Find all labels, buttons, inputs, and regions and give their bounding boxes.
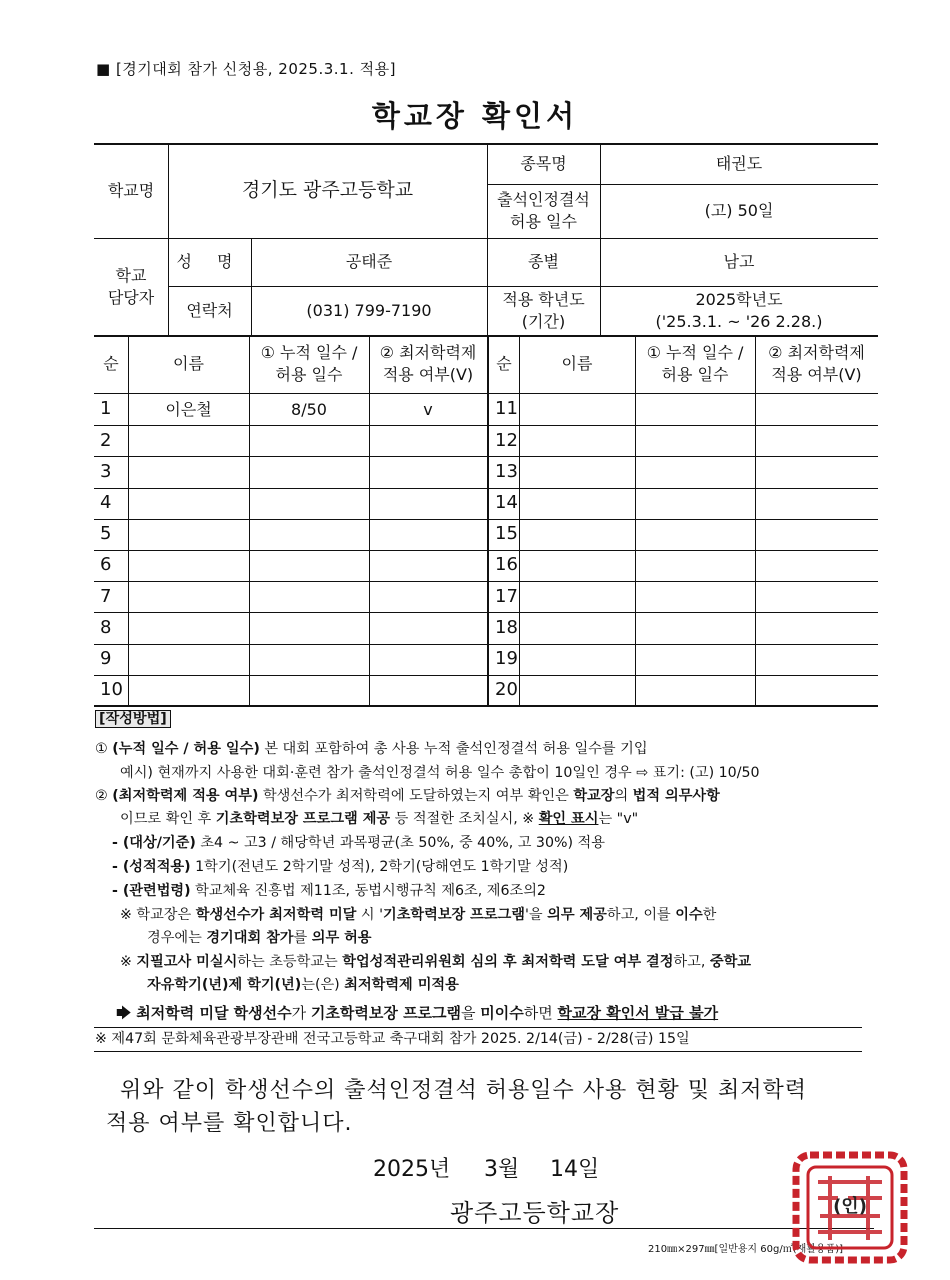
note-2b-text-3: 는 "v" [598, 811, 639, 827]
row-number-right: 20 [495, 679, 518, 701]
cumulative-days-left [249, 581, 369, 612]
allow-days-label-line1: 출석인정결석 [497, 190, 590, 210]
cumulative-days-right [635, 456, 755, 487]
school-year-value [600, 286, 878, 335]
student-name-left [128, 644, 249, 675]
manager-label [94, 238, 168, 335]
col-min-left-line1: ② 최저학력제 [379, 343, 477, 363]
row-number-right: 17 [495, 585, 518, 607]
col-no-right: 순 [496, 354, 512, 374]
paper-spec: 210㎜×297㎜[일반용지 60g/㎡(재활용품)] [648, 1244, 844, 1255]
min-academic-check-right [755, 550, 878, 581]
note-2b-bold-1: 기초학력보장 프로그램 제공 [215, 811, 391, 827]
student-name-right [519, 581, 635, 612]
manager-label-line2: 담당자 [107, 287, 155, 307]
contact-value: (031) 799-7190 [306, 300, 432, 320]
note-8 [116, 1006, 718, 1021]
note-6-line2 [147, 931, 372, 945]
min-academic-check-left [369, 488, 487, 519]
note-6b-text-1: 경우에는 [147, 930, 207, 946]
cumulative-days-right [635, 519, 755, 550]
col-min-right-line1: ② 최저학력제 [768, 343, 865, 363]
cumulative-days-right [635, 394, 755, 425]
page-title: 학교장 확인서 [371, 99, 579, 133]
note-7-bold-1: 지필고사 미실시 [136, 954, 238, 970]
seal-mark: (인) [833, 1196, 867, 1217]
note-2-num: ② [95, 788, 108, 804]
student-name-right [519, 644, 635, 675]
allow-days-label-line2: 허용 일수 [510, 212, 577, 231]
min-academic-check-right [755, 519, 878, 550]
cumulative-days-left: 8/50 [291, 399, 327, 419]
note-6-text-5: 한 [702, 907, 717, 923]
note-6-bold-2: 기초학력보장 프로그램 [383, 907, 525, 923]
note-7-text-1: ※ [120, 954, 137, 970]
row-number-left: 4 [100, 492, 112, 514]
note-8-bold-4: 학교장 확인서 발급 불가 [557, 1004, 719, 1022]
note-6b-bold-1: 경기대회 참가 [206, 930, 294, 946]
note-6-text-4: 하고, 이를 [606, 907, 676, 923]
note-8-text-2: 을 [461, 1004, 481, 1022]
note-2-bold-3: 법적 의무사항 [632, 788, 720, 804]
cumulative-days-right [635, 581, 755, 612]
note-7b-bold-1: 자유학기(년)제 학기(년) [147, 977, 302, 993]
note-2-text-2: 의 [614, 788, 633, 804]
cumulative-days-right [635, 644, 755, 675]
note-7-line2 [147, 978, 459, 992]
row-number-right: 19 [495, 648, 518, 670]
note-6-bold-1: 학생선수가 최저학력 미달 [195, 907, 357, 923]
student-name-left [128, 519, 249, 550]
note-1-text: 본 대회 포함하여 총 사용 누적 출석인정결석 허용 일수를 기입 [259, 741, 648, 757]
min-academic-check-right [755, 394, 878, 425]
student-name-left [128, 581, 249, 612]
min-academic-check-left [369, 456, 487, 487]
note-3 [112, 836, 605, 850]
col-days-right-line2: 허용 일수 [661, 365, 729, 384]
col-days-right-line1: ① 누적 일수 / [646, 343, 744, 363]
note-2-bold: (최저학력제 적용 여부) [112, 788, 259, 804]
col-days-left [249, 335, 369, 393]
row-number-left: 10 [100, 679, 123, 701]
col-min-left [369, 335, 487, 393]
manager-label-line1: 학교 [115, 265, 147, 285]
col-min-left-line2: 적용 여부(V) [382, 365, 474, 384]
min-academic-check-left [369, 425, 487, 456]
min-academic-check-left [369, 519, 487, 550]
note-2b-bold-2: 확인 표시 [538, 811, 599, 827]
note-2b-text-2: 등 적절한 조치실시, ※ [390, 811, 539, 827]
division-value: 남고 [723, 252, 755, 272]
note-2-line2 [120, 812, 638, 826]
arrow-right-icon: 🡆 [116, 1004, 132, 1022]
note-7-bold-2: 학업성적관리위원회 심의 후 최저학력 도달 여부 결정 [342, 954, 674, 970]
cumulative-days-left [249, 644, 369, 675]
note-1-bold: (누적 일수 / 허용 일수) [112, 741, 260, 757]
col-min-right-line2: 적용 여부(V) [771, 365, 862, 384]
min-academic-check-right [755, 581, 878, 612]
confirm-line-1: 위와 같이 학생선수의 출석인정결석 허용일수 사용 현황 및 최저학력 [120, 1078, 808, 1103]
col-days-left-line1: ① 누적 일수 / [260, 343, 358, 363]
cumulative-days-left [249, 519, 369, 550]
note-2-bold-2: 학교장 [573, 788, 615, 804]
date-month: 3월 [484, 1157, 520, 1182]
note-7b-text-1: 는(은) [301, 977, 345, 993]
note-9: ※ 제47회 문화체육관광부장관배 전국고등학교 축구대회 참가 2025. 2/14(금) - 2/28(금) 15일 [95, 1031, 690, 1047]
student-name-right [519, 519, 635, 550]
row-number-left: 2 [100, 429, 112, 451]
note-8-text-1: 가 [291, 1004, 311, 1022]
student-name-left [128, 425, 249, 456]
note-8-bold-3: 미이수 [480, 1004, 524, 1022]
min-academic-check-left [369, 644, 487, 675]
cumulative-days-right [635, 675, 755, 706]
note-6b-bold-2: 의무 허용 [311, 930, 372, 946]
note-6-text-3: '을 [525, 907, 548, 923]
note-5-bold: - (관련법령) [112, 883, 191, 899]
row-number-left: 7 [100, 585, 112, 607]
cumulative-days-left [249, 456, 369, 487]
allow-days-label [487, 184, 600, 238]
min-academic-check-right [755, 644, 878, 675]
form-usage-tag: ■ [경기대회 참가 신청용, 2025.3.1. 적용] [96, 60, 396, 78]
school-year-label [487, 286, 600, 335]
cumulative-days-left [249, 425, 369, 456]
min-academic-check-right [755, 675, 878, 706]
note-1-num: ① [95, 741, 108, 757]
cumulative-days-left [249, 675, 369, 706]
school-year-value-line1: 2025학년도 [695, 289, 783, 309]
row-number-left: 1 [100, 398, 112, 420]
min-academic-check-left: v [423, 399, 433, 419]
col-no-left: 순 [103, 354, 119, 374]
student-name-left [128, 550, 249, 581]
min-academic-check-left [369, 550, 487, 581]
note-6-text-1: ※ 학교장은 [120, 907, 196, 923]
instructions-heading: [작성방법] [95, 710, 171, 728]
note-4 [112, 860, 568, 874]
row-number-left: 5 [100, 523, 112, 545]
note-2-line1 [95, 789, 720, 803]
school-year-label-line2: (기간) [521, 311, 566, 331]
allow-days-value: (고) 50일 [704, 201, 774, 221]
student-name-right [519, 550, 635, 581]
min-academic-check-left [369, 675, 487, 706]
note-7b-bold-2: 최저학력제 미적용 [344, 977, 459, 993]
note-6-line1 [120, 908, 716, 922]
min-academic-check-right [755, 612, 878, 643]
cumulative-days-left [249, 488, 369, 519]
sport-value: 태권도 [715, 153, 763, 173]
student-name-left [128, 488, 249, 519]
note-5 [112, 884, 546, 898]
row-number-right: 15 [495, 523, 518, 545]
sport-label: 종목명 [520, 153, 567, 173]
row-number-right: 12 [495, 429, 518, 451]
row-number-right: 14 [495, 492, 518, 514]
school-year-label-line1: 적용 학년도 [502, 289, 585, 309]
manager-name-value: 공태준 [345, 252, 393, 272]
min-academic-check-right [755, 488, 878, 519]
student-name-left [128, 675, 249, 706]
school-value: 경기도 광주고등학교 [241, 178, 414, 201]
student-name-right [519, 612, 635, 643]
note-8-bold-1: 최저학력 미달 학생선수 [136, 1004, 292, 1022]
cumulative-days-left [249, 612, 369, 643]
row-number-left: 3 [100, 460, 112, 482]
note-6b-text-2: 를 [293, 930, 312, 946]
col-name-left: 이름 [173, 354, 204, 374]
col-days-right [635, 335, 755, 393]
contact-label: 연락처 [186, 300, 233, 320]
note-6-bold-3: 의무 제공 [547, 907, 607, 923]
date-day: 14일 [550, 1157, 600, 1182]
note-2-text: 학생선수가 최저학력에 도달하였는지 여부 확인은 [258, 788, 574, 804]
student-name-right [519, 425, 635, 456]
row-number-left: 9 [100, 648, 112, 670]
row-number-left: 8 [100, 616, 112, 638]
cumulative-days-right [635, 425, 755, 456]
official-seal-stamp [790, 1150, 910, 1265]
principal-name: 광주고등학교장 [450, 1199, 620, 1227]
note-1-line1 [95, 742, 648, 756]
note-7-text-3: 하고, [673, 954, 710, 970]
cumulative-days-right [635, 612, 755, 643]
student-name-left [128, 456, 249, 487]
note-7-line1 [120, 955, 751, 969]
school-year-value-line2: ('25.3.1. ~ '26 2.28.) [655, 311, 823, 331]
cumulative-days-left [249, 550, 369, 581]
note-6-text-2: 시 ' [356, 907, 383, 923]
school-label: 학교명 [107, 180, 155, 200]
min-academic-check-left [369, 581, 487, 612]
note-2b-text-1: 이므로 확인 후 [120, 811, 216, 827]
row-number-right: 13 [495, 460, 518, 482]
student-name-left [128, 612, 249, 643]
student-name-right [519, 394, 635, 425]
student-name-left: 이은철 [165, 399, 212, 419]
col-min-right [755, 335, 878, 393]
row-number-right: 16 [495, 554, 518, 576]
min-academic-check-left [369, 612, 487, 643]
min-academic-check-right [755, 456, 878, 487]
col-days-left-line2: 허용 일수 [275, 365, 343, 384]
row-number-left: 6 [100, 554, 112, 576]
cumulative-days-right [635, 488, 755, 519]
cumulative-days-right [635, 550, 755, 581]
row-number-right: 18 [495, 616, 518, 638]
min-academic-check-right [755, 425, 878, 456]
confirm-line-2: 적용 여부를 확인합니다. [106, 1111, 353, 1136]
student-name-right [519, 488, 635, 519]
student-name-right [519, 675, 635, 706]
row-number-right: 11 [495, 398, 518, 420]
note-4-text: 1학기(전년도 2학기말 성적), 2학기(당해연도 1학기말 성적) [190, 859, 569, 875]
note-4-bold: - (성적적용) [112, 859, 191, 875]
col-name-right: 이름 [561, 354, 593, 374]
note-8-bold-2: 기초학력보장 프로그램 [310, 1004, 462, 1022]
note-7-bold-3: 중학교 [709, 954, 751, 970]
note-1-line2: 예시) 현재까지 사용한 대회·훈련 참가 출석인정결석 허용 일수 총합이 10일인 경우 ⇨ 표기: (고) 10/50 [120, 765, 760, 781]
manager-name-label: 성 명 [176, 252, 243, 272]
date-year: 2025년 [373, 1157, 451, 1182]
division-label: 종별 [528, 252, 559, 272]
note-8-text-3: 하면 [523, 1004, 558, 1022]
student-name-right [519, 456, 635, 487]
note-5-text: 학교체육 진흥법 제11조, 동법시행규칙 제6조, 제6조의2 [190, 883, 546, 899]
note-3-text: 초4 ~ 고3 / 해당학년 과목평균(초 50%, 중 40%, 고 30%) 적용 [195, 835, 605, 851]
note-7-text-2: 하는 초등학교는 [237, 954, 343, 970]
note-3-bold: - (대상/기준) [112, 835, 196, 851]
note-6-bold-4: 이수 [675, 907, 703, 923]
